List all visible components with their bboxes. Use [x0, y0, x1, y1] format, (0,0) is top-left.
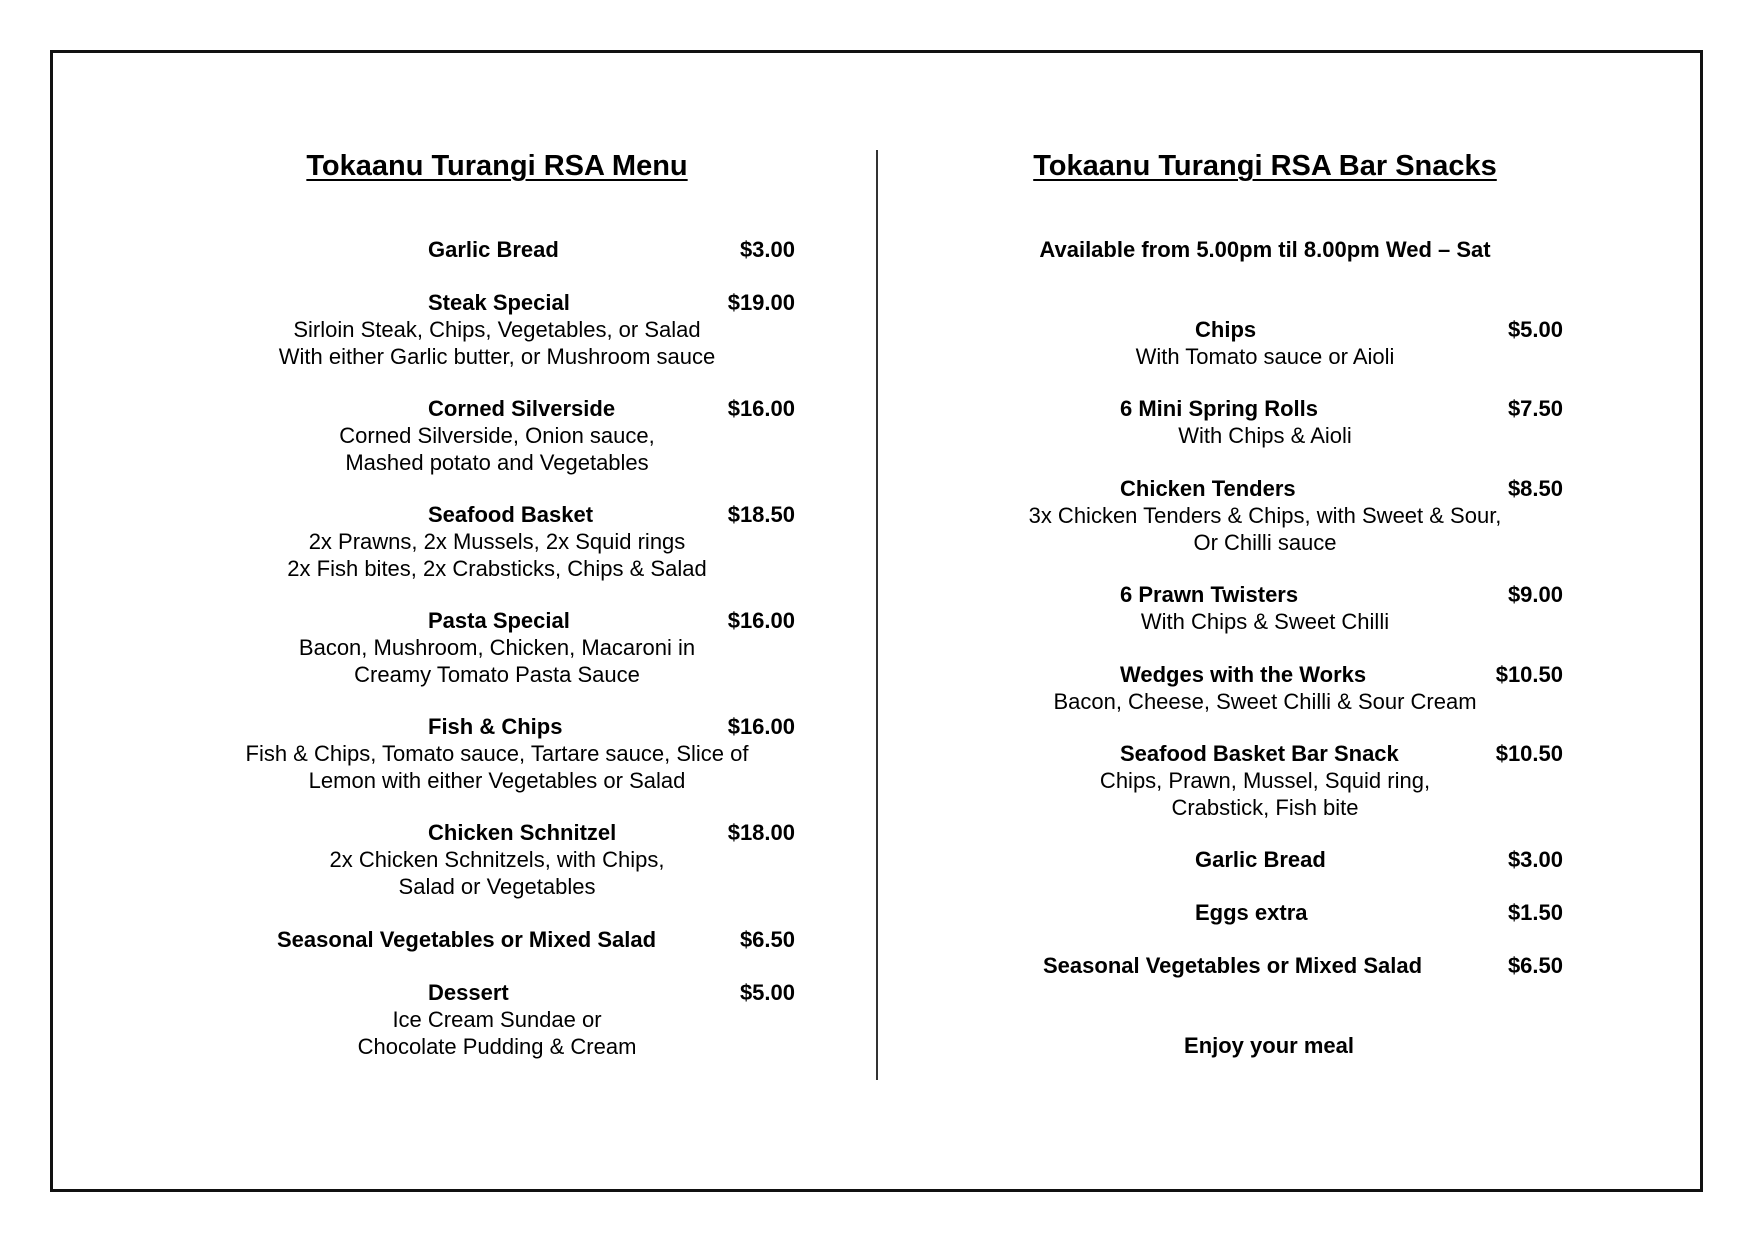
snack-item-price: $10.50 [1495, 741, 1563, 766]
menu-item-desc: Fish & Chips, Tomato sauce, Tartare sauce, Slice of [245, 741, 749, 766]
snack-item-desc: Bacon, Cheese, Sweet Chilli & Sour Cream [1053, 689, 1477, 714]
menu-item-desc: 2x Fish bites, 2x Crabsticks, Chips & Salad [287, 556, 707, 581]
snack-item-name: Garlic Bread [1195, 847, 1326, 872]
menu-item-desc: Lemon with either Vegetables or Salad [308, 768, 686, 793]
snack-item-name: Chips [1195, 317, 1257, 342]
menu-title: Tokaanu Turangi RSA Menu [306, 150, 688, 182]
menu-item-name: Seafood Basket [428, 502, 594, 527]
snack-item-price: $1.50 [1507, 900, 1563, 925]
menu-item-desc: Creamy Tomato Pasta Sauce [354, 662, 640, 687]
snack-item-price: $7.50 [1507, 396, 1563, 421]
menu-item-desc: Bacon, Mushroom, Chicken, Macaroni in [298, 635, 696, 660]
menu-item-name: Chicken Schnitzel [428, 820, 617, 845]
availability-note: Available from 5.00pm til 8.00pm Wed – Sat [1039, 237, 1491, 262]
menu-item-price: $16.00 [727, 608, 795, 633]
snack-item-desc: Chips, Prawn, Mussel, Squid ring, [1099, 768, 1431, 793]
menu-item-desc: Ice Cream Sundae or [392, 1007, 602, 1032]
menu-item-name: Garlic Bread [428, 237, 559, 262]
menu-item-price: $18.00 [727, 820, 795, 845]
snack-item-price: $3.00 [1507, 847, 1563, 872]
snack-item-price: $6.50 [1507, 953, 1563, 978]
menu-item-price: $3.00 [739, 237, 795, 262]
snack-item-price: $5.00 [1507, 317, 1563, 342]
snack-item-desc: 3x Chicken Tenders & Chips, with Sweet & Sour, [1028, 503, 1502, 528]
menu-item-price: $16.00 [727, 396, 795, 421]
menu-item-name: Seasonal Vegetables or Mixed Salad [277, 927, 657, 952]
snack-item-price: $8.50 [1507, 476, 1563, 501]
menu-item-price: $5.00 [739, 980, 795, 1005]
enjoy-message: Enjoy your meal [1184, 1033, 1354, 1058]
snack-item-name: 6 Mini Spring Rolls [1120, 396, 1319, 421]
snack-item-name: Eggs extra [1195, 900, 1308, 925]
menu-item-name: Corned Silverside [428, 396, 616, 421]
menu-item-name: Fish & Chips [428, 714, 563, 739]
snack-item-name: Seafood Basket Bar Snack [1120, 741, 1399, 766]
snack-item-name: Chicken Tenders [1120, 476, 1296, 501]
menu-item-desc: With either Garlic butter, or Mushroom sauce [278, 344, 716, 369]
menu-item-name: Steak Special [428, 290, 570, 315]
menu-item-price: $16.00 [727, 714, 795, 739]
menu-item-desc: Chocolate Pudding & Cream [357, 1034, 637, 1059]
menu-item-name: Pasta Special [428, 608, 570, 633]
menu-item-desc: 2x Chicken Schnitzels, with Chips, [329, 847, 665, 872]
menu-item-price: $18.50 [727, 502, 795, 527]
snack-item-desc: With Tomato sauce or Aioli [1135, 344, 1395, 369]
snack-item-price: $9.00 [1507, 582, 1563, 607]
snack-item-name: 6 Prawn Twisters [1120, 582, 1299, 607]
menu-item-price: $6.50 [739, 927, 795, 952]
menu-item-name: Dessert [428, 980, 509, 1005]
menu-item-desc: Mashed potato and Vegetables [345, 450, 649, 475]
bar-snacks-title: Tokaanu Turangi RSA Bar Snacks [1033, 150, 1497, 182]
snack-item-desc: With Chips & Aioli [1178, 423, 1352, 448]
menu-item-desc: Salad or Vegetables [398, 874, 596, 899]
snack-item-desc: Crabstick, Fish bite [1171, 795, 1359, 820]
menu-item-desc: Sirloin Steak, Chips, Vegetables, or Salad [293, 317, 701, 342]
snack-item-name: Wedges with the Works [1120, 662, 1367, 687]
menu-item-desc: Corned Silverside, Onion sauce, [339, 423, 655, 448]
snack-item-desc: With Chips & Sweet Chilli [1140, 609, 1390, 634]
snack-item-name: Seasonal Vegetables or Mixed Salad [1043, 953, 1423, 978]
menu-item-price: $19.00 [727, 290, 795, 315]
column-divider [876, 150, 878, 1080]
menu-item-desc: 2x Prawns, 2x Mussels, 2x Squid rings [308, 529, 686, 554]
snack-item-price: $10.50 [1495, 662, 1563, 687]
snack-item-desc: Or Chilli sauce [1193, 530, 1337, 555]
